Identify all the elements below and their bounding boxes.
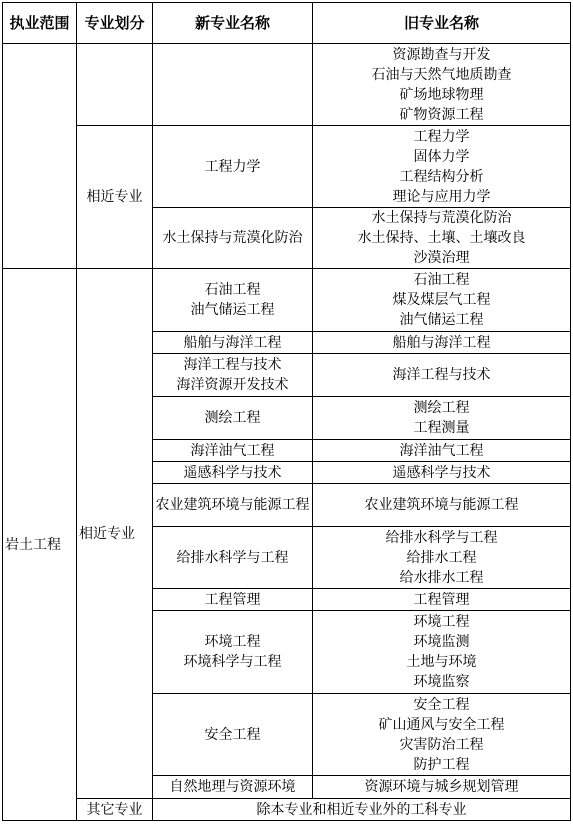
old-name-cell: 农业建筑环境与能源工程 xyxy=(313,484,571,527)
new-name-cell: 工程力学 xyxy=(153,126,313,208)
old-name-cell: 海洋工程与技术 xyxy=(313,354,571,397)
new-name-cell xyxy=(153,44,313,126)
scope-cell-empty xyxy=(3,44,77,269)
new-name-cell: 农业建筑环境与能源工程 xyxy=(153,484,313,527)
old-name-cell: 资源环境与城乡规划管理 xyxy=(313,776,571,799)
new-name-cell: 环境工程 环境科学与工程 xyxy=(153,611,313,694)
new-name-cell: 海洋油气工程 xyxy=(153,440,313,462)
other-text-cell: 除本专业和相近专业外的工科专业 xyxy=(153,799,571,821)
new-name-cell: 测绘工程 xyxy=(153,397,313,440)
header-scope: 执业范围 xyxy=(3,3,77,44)
header-old-name: 旧专业名称 xyxy=(313,3,571,44)
old-name-cell: 水土保持与荒漠化防治 水土保持、土壤、土壤改良 沙漠治理 xyxy=(313,208,571,269)
old-name-cell: 给排水科学与工程 给排水工程 给水排水工程 xyxy=(313,527,571,589)
header-division: 专业划分 xyxy=(77,3,153,44)
new-name-cell: 石油工程 油气储运工程 xyxy=(153,269,313,332)
new-name-cell: 安全工程 xyxy=(153,694,313,776)
division-cell: 相近专业 xyxy=(77,269,153,799)
old-name-cell: 船舶与海洋工程 xyxy=(313,332,571,354)
table-row xyxy=(3,44,571,126)
scope-cell: 岩土工程 xyxy=(3,269,77,821)
header-new-name: 新专业名称 xyxy=(153,3,313,44)
header-row xyxy=(3,3,571,44)
old-name-cell: 安全工程 矿山通风与安全工程 灾害防治工程 防护工程 xyxy=(313,694,571,776)
old-name-cell: 测绘工程 工程测量 xyxy=(313,397,571,440)
division-cell: 相近专业 xyxy=(77,126,153,269)
new-name-cell: 水土保持与荒漠化防治 xyxy=(153,208,313,269)
old-name-cell: 石油工程 煤及煤层气工程 油气储运工程 xyxy=(313,269,571,332)
old-name-cell: 工程管理 xyxy=(313,589,571,611)
table-row xyxy=(3,269,571,332)
other-division-cell: 其它专业 xyxy=(77,799,153,821)
old-name-cell: 资源勘查与开发 石油与天然气地质勘查 矿场地球物理 矿物资源工程 xyxy=(313,44,571,126)
specialty-table xyxy=(2,2,571,821)
new-name-cell: 遥感科学与技术 xyxy=(153,462,313,484)
old-name-cell: 海洋油气工程 xyxy=(313,440,571,462)
table-row-other xyxy=(3,799,571,821)
new-name-cell: 海洋工程与技术 海洋资源开发技术 xyxy=(153,354,313,397)
old-name-cell: 工程力学 固体力学 工程结构分析 理论与应用力学 xyxy=(313,126,571,208)
old-name-cell: 环境工程 环境监测 土地与环境 环境监察 xyxy=(313,611,571,694)
old-name-cell: 遥感科学与技术 xyxy=(313,462,571,484)
division-cell-empty xyxy=(77,44,153,126)
table-row xyxy=(3,126,571,208)
new-name-cell: 自然地理与资源环境 xyxy=(153,776,313,799)
new-name-cell: 给排水科学与工程 xyxy=(153,527,313,589)
new-name-cell: 工程管理 xyxy=(153,589,313,611)
new-name-cell: 船舶与海洋工程 xyxy=(153,332,313,354)
